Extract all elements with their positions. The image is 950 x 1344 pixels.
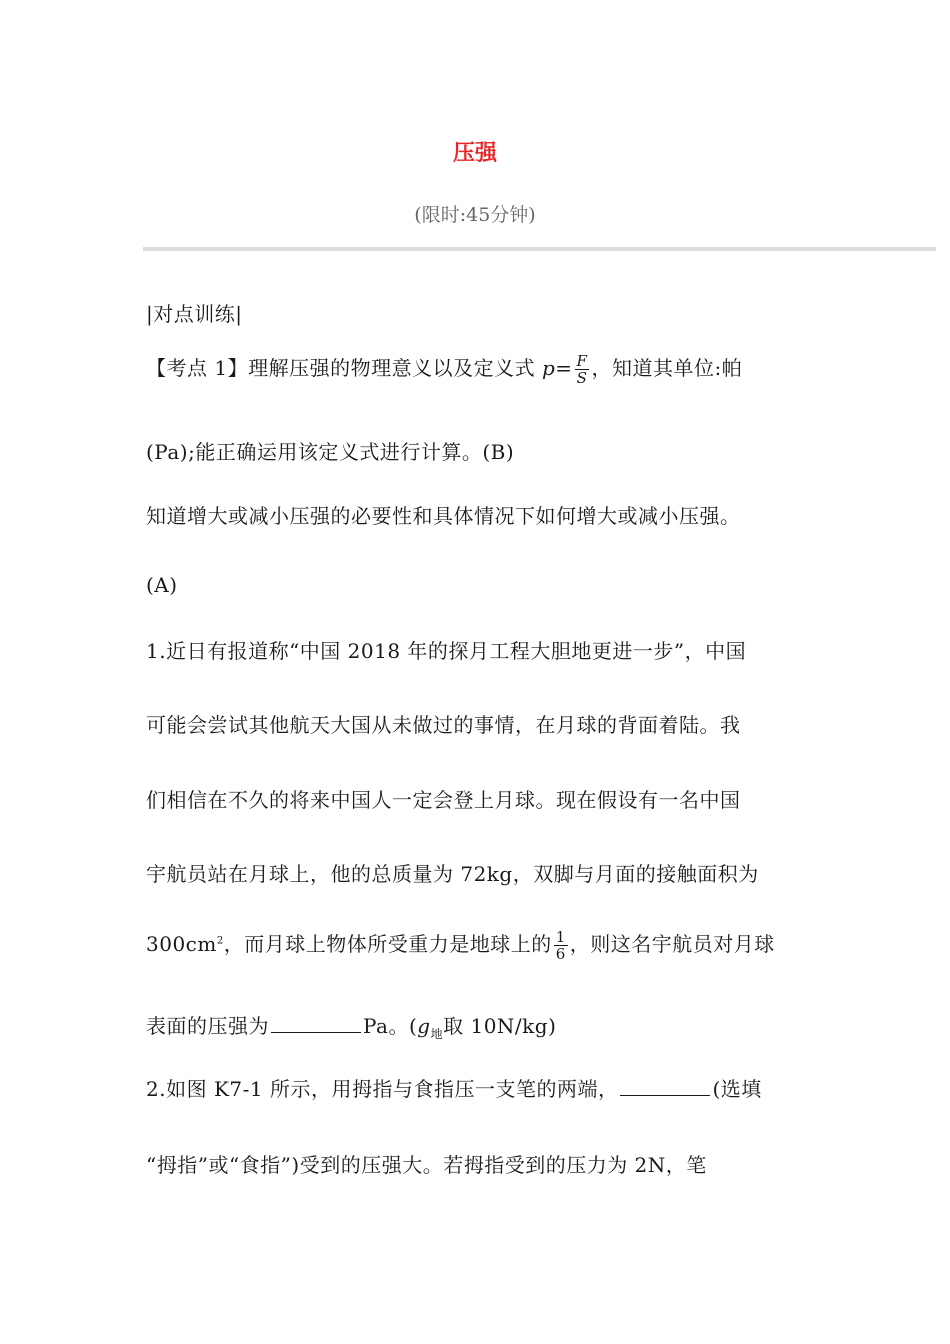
q1-line-1: 1.近日有报道称“中国 2018 年的探月工程大胆地更进一步”，中国 [146,639,747,663]
q2-line-1-start: 2.如图 K7-1 所示，用拇指与食指压一支笔的两端， [146,1077,619,1101]
q2-line-2: “拇指”或“食指”)受到的压强大。若拇指受到的压力为 2N，笔 [146,1153,707,1177]
q1-line-4: 宇航员站在月球上，他的总质量为 72kg，双脚与月面的接触面积为 [146,862,759,886]
kaodian-line-3: 知道增大或减小压强的必要性和具体情况下如何增大或减小压强。 [146,504,741,528]
kaodian-prefix: 【考点 1】理解压强的物理意义以及定义式 [146,356,542,380]
q1-fraction-denominator: 6 [555,945,566,963]
kaodian-line-1 [146,352,742,386]
q2-line-1 [146,1073,762,1102]
divider [143,247,936,251]
q1-area-exponent: 2 [216,935,224,947]
q2-line-1-end: (选填 [712,1077,762,1101]
kaodian-line-4: (A) [146,573,178,597]
q1-fraction [554,929,568,962]
q1-g-symbol: g [417,1014,431,1038]
q1-line-6-end: 取 10N/kg) [443,1014,557,1038]
time-limit: (限时:45分钟) [414,204,536,226]
formula-eq: = [555,356,573,380]
formula-denominator: S [576,369,588,387]
kaodian-suffix: ，知道其单位:帕 [591,356,743,380]
q1-g-subscript: 地 [430,1027,444,1041]
page-title: 压强 [452,141,497,166]
section-label: |对点训练| [146,302,243,326]
formula-numerator: F [576,352,588,370]
q1-line-5-end: ，则这名宇航员对月球 [569,932,775,956]
formula-var: p [541,356,556,380]
q1-line-3: 们相信在不久的将来中国人一定会登上月球。现在假设有一名中国 [146,788,741,812]
q1-line-6 [146,1010,556,1042]
q1-fraction-numerator: 1 [555,928,566,946]
formula-fraction [575,353,590,386]
q1-line-5-mid: ，而月球上物体所受重力是地球上的 [223,932,552,956]
q1-line-6-start: 表面的压强为 [146,1014,269,1038]
q2-answer-blank[interactable] [620,1077,710,1096]
q1-line-2: 可能会尝试其他航天大国从未做过的事情，在月球的背面着陆。我 [146,713,741,737]
kaodian-line-2: (Pa);能正确运用该定义式进行计算。(B) [146,440,515,464]
q1-line-6-unit: Pa。( [363,1014,418,1038]
q1-area-value: 300cm [146,932,217,956]
q1-answer-blank[interactable] [271,1014,361,1033]
q1-line-5 [146,928,775,962]
